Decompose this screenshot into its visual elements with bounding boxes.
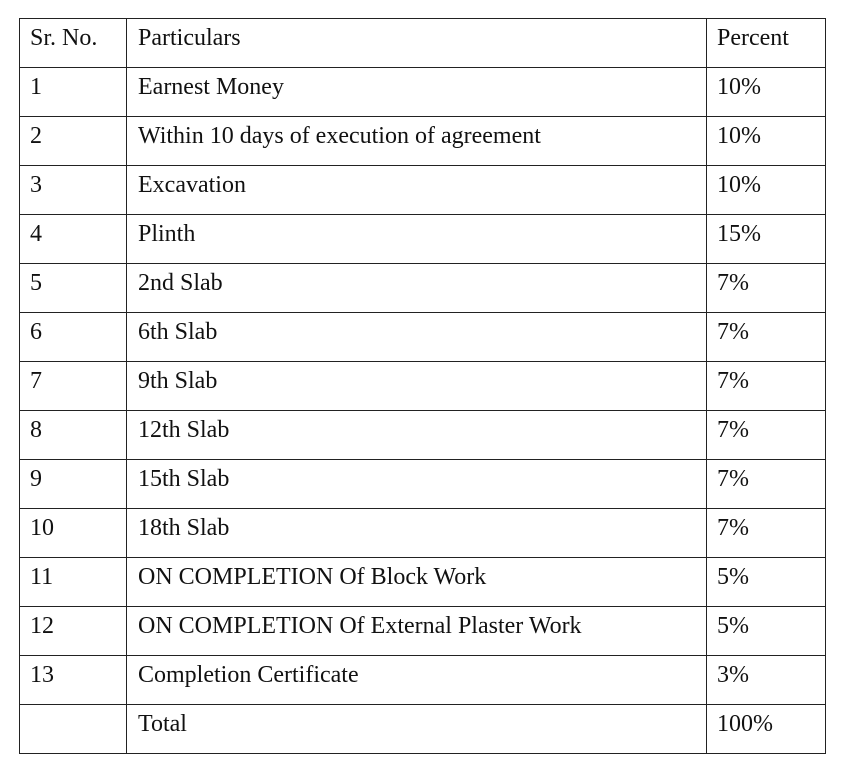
cell-particulars: Earnest Money (127, 68, 707, 117)
cell-percent: 7% (707, 313, 826, 362)
payment-schedule-table (19, 18, 826, 754)
cell-particulars: Within 10 days of execution of agreement (127, 117, 707, 166)
cell-sr-no: 11 (20, 558, 127, 607)
header-sr-no: Sr. No. (20, 19, 127, 68)
cell-sr-no: 3 (20, 166, 127, 215)
cell-sr-no: 5 (20, 264, 127, 313)
table-row (20, 607, 826, 656)
header-particulars: Particulars (127, 19, 707, 68)
table-body (20, 68, 826, 754)
cell-percent: 7% (707, 264, 826, 313)
cell-particulars: 2nd Slab (127, 264, 707, 313)
table-row (20, 460, 826, 509)
cell-sr-no: 4 (20, 215, 127, 264)
table-row (20, 68, 826, 117)
cell-sr-no: 8 (20, 411, 127, 460)
table-row (20, 411, 826, 460)
cell-percent: 10% (707, 117, 826, 166)
table-row (20, 558, 826, 607)
cell-particulars: 9th Slab (127, 362, 707, 411)
table-row (20, 656, 826, 705)
cell-particulars: ON COMPLETION Of External Plaster Work (127, 607, 707, 656)
cell-percent: 3% (707, 656, 826, 705)
cell-percent: 7% (707, 362, 826, 411)
cell-sr-no: 10 (20, 509, 127, 558)
cell-sr-no: 2 (20, 117, 127, 166)
cell-sr-no: 6 (20, 313, 127, 362)
cell-percent: 10% (707, 166, 826, 215)
cell-sr-no: 13 (20, 656, 127, 705)
table-row (20, 117, 826, 166)
cell-percent: 7% (707, 411, 826, 460)
cell-percent: 15% (707, 215, 826, 264)
cell-percent: 5% (707, 607, 826, 656)
table-row (20, 362, 826, 411)
table-row (20, 264, 826, 313)
table-header (20, 19, 826, 68)
total-percent: 100% (707, 705, 826, 754)
cell-particulars: ON COMPLETION Of Block Work (127, 558, 707, 607)
total-sr-no (20, 705, 127, 754)
table-row (20, 215, 826, 264)
cell-particulars: 18th Slab (127, 509, 707, 558)
cell-particulars: Completion Certificate (127, 656, 707, 705)
table-row (20, 313, 826, 362)
total-label: Total (127, 705, 707, 754)
cell-sr-no: 7 (20, 362, 127, 411)
cell-percent: 10% (707, 68, 826, 117)
cell-sr-no: 9 (20, 460, 127, 509)
cell-particulars: Excavation (127, 166, 707, 215)
cell-particulars: 6th Slab (127, 313, 707, 362)
table-row (20, 509, 826, 558)
total-row (20, 705, 826, 754)
cell-particulars: Plinth (127, 215, 707, 264)
header-percent: Percent (707, 19, 826, 68)
header-row (20, 19, 826, 68)
cell-percent: 7% (707, 460, 826, 509)
table-row (20, 166, 826, 215)
cell-sr-no: 12 (20, 607, 127, 656)
cell-percent: 7% (707, 509, 826, 558)
cell-particulars: 12th Slab (127, 411, 707, 460)
cell-particulars: 15th Slab (127, 460, 707, 509)
cell-percent: 5% (707, 558, 826, 607)
cell-sr-no: 1 (20, 68, 127, 117)
